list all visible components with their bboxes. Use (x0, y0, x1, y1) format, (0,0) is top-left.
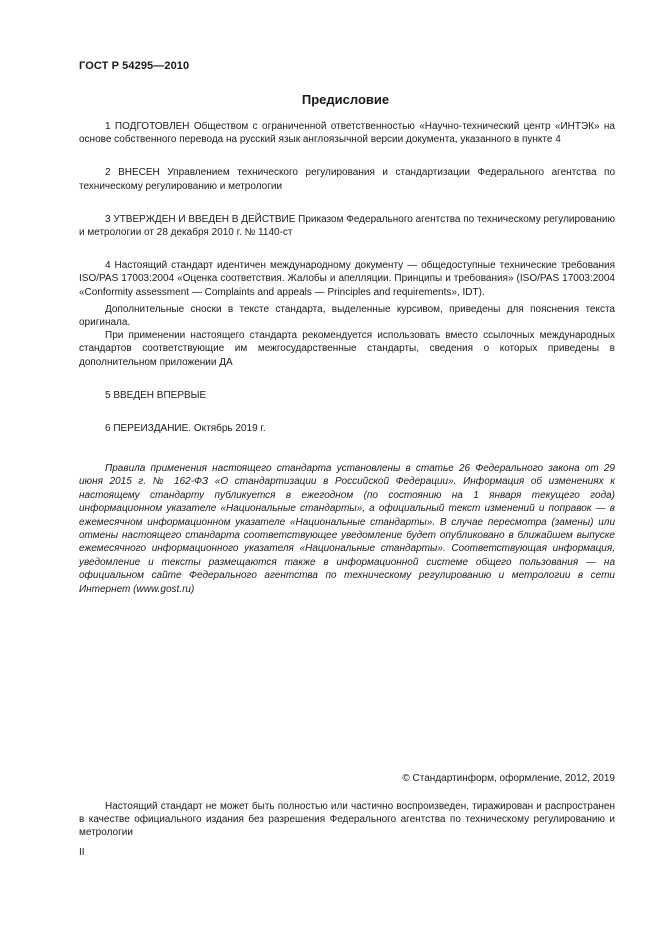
document-code: ГОСТ Р 54295—2010 (79, 60, 190, 72)
reproduction-notice (79, 800, 615, 840)
section-5: 5 ВВЕДЕН ВПЕРВЫЕ (105, 389, 207, 401)
section-6: 6 ПЕРЕИЗДАНИЕ. Октябрь 2019 г. (105, 423, 266, 435)
foreword-body (79, 120, 615, 435)
page-title-text: Предисловие (301, 92, 390, 107)
application-rules-notice (79, 462, 615, 596)
section-3: 3 УТВЕРЖДЕН И ВВЕДЕН В ДЕЙСТВИЕ Приказом Федерального агентства по техническому регулированию и метрологии от 28 декабря 2010 г. № 1140-ст (79, 213, 615, 239)
section-4-note-references: При применении настоящего стандарта рекомендуется использовать вместо ссылочных международных стандартов соответствующие им межгосударственные стандарты, сведения о которых приведены в дополнительном приложении ДА (79, 330, 615, 368)
page-number: II (79, 847, 85, 858)
section-4: 4 Настоящий стандарт идентичен международному документу — общедоступные технические требования ISO/PAS 17003:2004 «Оценка соответствия. Жалобы и апелляции. Принципы и требования» (ISO/PAS 17003:2004 «Conformity assessment — Complaints and appeals — Principles and requirements», IDT). (79, 260, 615, 298)
section-1: 1 ПОДГОТОВЛЕН Обществом с ограниченной ответственностью «Научно-технический центр «ИНТЭК» на основе собственного перевода на русский язык англоязычной версии документа, указанного в пункте 4 (79, 121, 615, 146)
section-2: 2 ВНЕСЕН Управлением технического регулирования и стандартизации Федерального агентства по техническому регулированию и метрологии (79, 167, 615, 192)
reproduction-text: Настоящий стандарт не может быть полностью или частично воспроизведен, тиражирован и распространен в качестве официального издания без разрешения Федерального агентства по техническому регулированию и метрологии (79, 801, 615, 839)
page-title (0, 92, 661, 107)
notice-text: Правила применения настоящего стандарта установлены в статье 26 Федерального закона от 29 июня 2015 г. № 162-ФЗ «О стандартизации в Российской Федерации». Информация об изменениях к настоящему стандарту публикуется в ежегодном (по состоянию на 1 января текущего года) информационном указателе «Национальные стандарты», а официальный текст изменений и поправок — в ежемесячном информационном указателе «Национальные стандарты». В случае пересмотра (замены) или отмены настоящего стандарта соответствующее уведомление будет опубликовано в ближайшем выпуске ежемесячного информационного указателя «Национальные стандарты». Соответствующая информация, уведомление и тексты размещаются также в информационной системе общего пользования — на официальном сайте Федерального агентства по техническому регулированию и метрологии в сети Интернет (www.gost.ru) (79, 463, 615, 595)
copyright-line: © Стандартинформ, оформление, 2012, 2019 (402, 773, 615, 784)
section-4-note-footnotes: Дополнительные сноски в тексте стандарта, выделенные курсивом, приведены для пояснения текста оригинала. (79, 303, 615, 329)
